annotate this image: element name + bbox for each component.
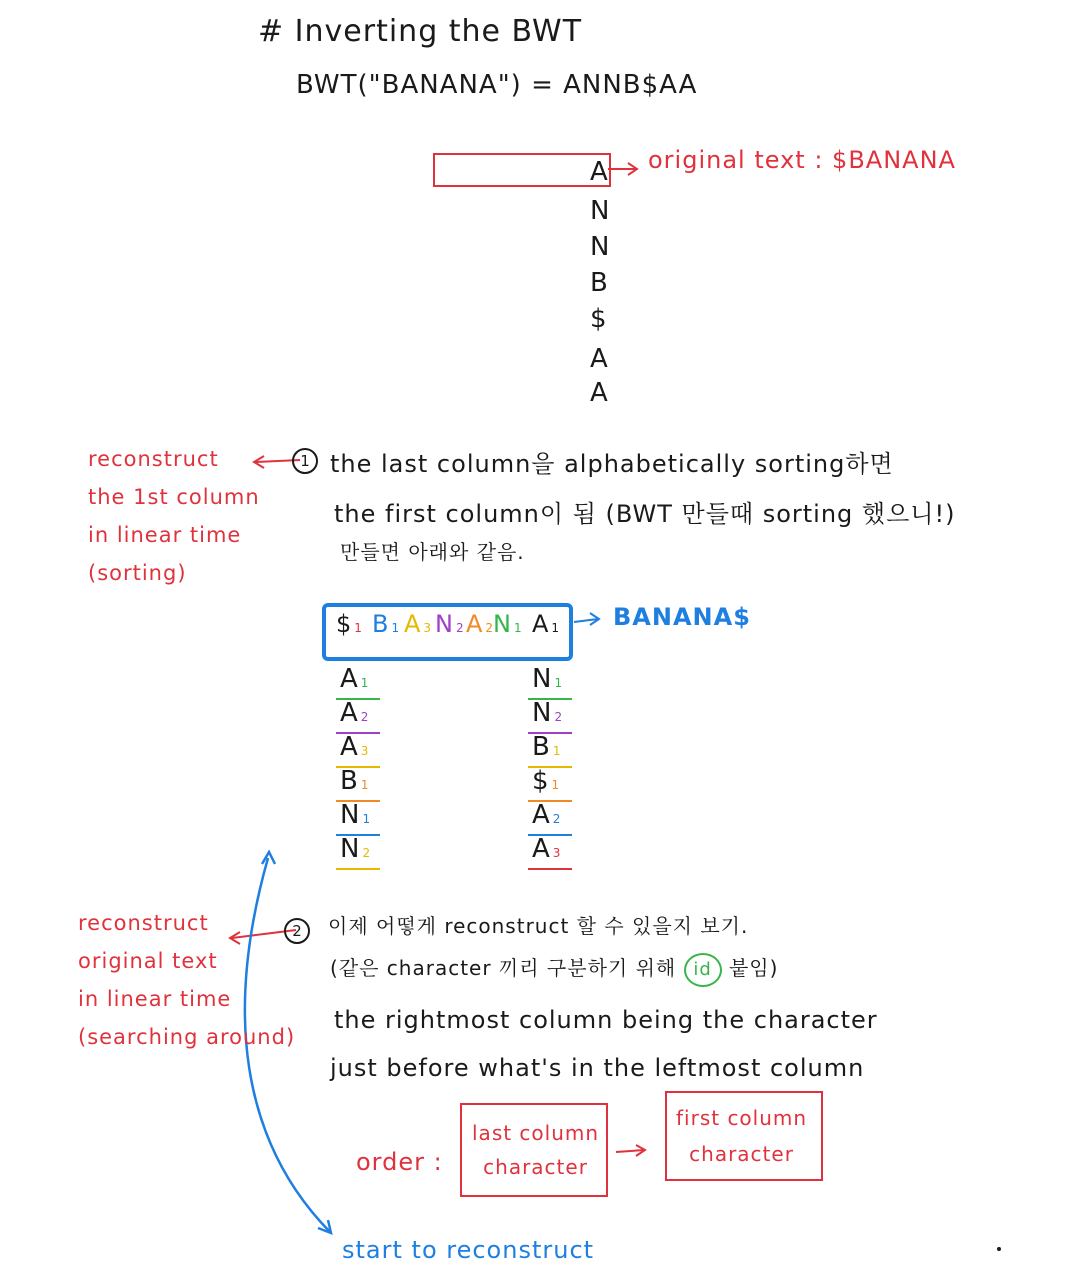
first-column-letter: [340, 834, 370, 864]
first-column-letter: [340, 800, 370, 830]
bwt-equation: BWT("BANANA") = ANNB$AA: [296, 70, 698, 100]
first-column-letter: [340, 732, 368, 762]
first-row-char: $: [336, 610, 352, 638]
last-column-letter: A: [590, 344, 608, 374]
first-column-char: A: [340, 664, 358, 694]
last-column-letter: A: [590, 378, 608, 408]
step1-side-note: [88, 440, 260, 592]
step2-side-line2: original text: [78, 949, 218, 973]
last-column-letter: N: [590, 232, 610, 262]
first-column-char: N: [340, 834, 360, 864]
first-row-id: 3: [423, 621, 432, 635]
sorted-column-char: A: [532, 834, 550, 864]
sorted-column-letter: [532, 732, 560, 762]
first-row-id: 2: [485, 621, 494, 635]
first-row-letter: [435, 610, 464, 638]
first-row-char: A: [404, 610, 421, 638]
first-row-id: 1: [513, 621, 522, 635]
step2-side-note: [78, 904, 295, 1056]
sorted-column-letter: [532, 766, 559, 796]
step1-side-line3: in linear time: [88, 523, 242, 547]
sorted-column-id: 1: [552, 744, 561, 758]
first-row-char: B: [372, 610, 389, 638]
first-column-char: N: [340, 800, 360, 830]
step2-number: 2: [284, 918, 310, 944]
sorted-column-id: 3: [552, 846, 561, 860]
page-title: # Inverting the BWT: [258, 14, 583, 49]
first-column-id: 1: [360, 676, 369, 690]
order-box-last-line2: character: [483, 1155, 588, 1179]
first-column-letter: [340, 664, 368, 694]
step2-side-line4: (searching around): [78, 1025, 296, 1049]
first-row-char: N: [493, 610, 511, 638]
last-column-letter: A: [590, 157, 608, 187]
first-row-char: A: [532, 610, 549, 638]
step1-side-line1: reconstruct: [88, 447, 219, 471]
first-row-id: 2: [455, 621, 464, 635]
stray-dot: [997, 1247, 1001, 1251]
first-column-id: 2: [362, 846, 371, 860]
step2-side-line3: in linear time: [78, 987, 232, 1011]
step1-side-line2: the 1st column: [88, 485, 260, 509]
original-text-box: [433, 153, 611, 187]
first-row-letter: [336, 610, 362, 638]
first-column-id: 1: [362, 812, 371, 826]
step1-line1: the last column을 alphabetically sorting하면: [330, 450, 894, 478]
last-column-letter: B: [590, 268, 608, 298]
step2-line2-pre: (같은 character 끼리 구분하기 위해: [330, 956, 677, 980]
order-label: order :: [356, 1148, 443, 1176]
order-box-first-text: [676, 1100, 807, 1172]
step2-line2-post: 붙임): [728, 956, 779, 980]
first-column-char: B: [340, 766, 358, 796]
first-row-letter: [372, 610, 399, 638]
step2-line4: just before what's in the leftmost column: [330, 1054, 865, 1082]
last-column-letter: N: [590, 196, 610, 226]
step1-line2: the first column이 됨 (BWT 만들때 sorting 했으니!): [334, 500, 956, 528]
order-box-last-text: [472, 1116, 599, 1184]
first-row-char: A: [466, 610, 483, 638]
sorted-column-id: 2: [554, 710, 563, 724]
first-row-letter: [466, 610, 493, 638]
first-column-id: 1: [360, 778, 369, 792]
sorted-column-char: $: [532, 766, 549, 796]
sorted-column-id: 1: [554, 676, 563, 690]
step2-side-line1: reconstruct: [78, 911, 209, 935]
original-text-annotation: original text : $BANANA: [648, 146, 956, 174]
sorted-column-char: N: [532, 698, 552, 728]
reconstruct-curve-head-top: [262, 852, 275, 864]
start-label: start to reconstruct: [342, 1236, 595, 1264]
first-column-id: 3: [360, 744, 369, 758]
sorted-column-letter: [532, 800, 560, 830]
first-column-char: A: [340, 732, 358, 762]
first-column-underline: [336, 868, 380, 870]
first-row-letter: [493, 610, 522, 638]
first-column-letter: [340, 698, 368, 728]
sorted-column-letter: [532, 834, 560, 864]
step2-line2: [330, 952, 778, 987]
first-column-letter: [340, 766, 368, 796]
order-box-first-line1: first column: [676, 1106, 808, 1130]
step1-line3: 만들면 아래와 같음.: [340, 540, 525, 564]
sorted-column-letter: [532, 664, 562, 694]
sorted-column-id: 1: [551, 778, 560, 792]
first-row-id: 1: [391, 621, 400, 635]
sorted-column-letter: [532, 698, 562, 728]
step2-line1: 이제 어떻게 reconstruct 할 수 있을지 보기.: [328, 914, 749, 938]
order-box-last-line1: last column: [472, 1121, 600, 1145]
sorted-column-id: 2: [552, 812, 561, 826]
sorted-column-char: N: [532, 664, 552, 694]
sorted-column-underline: [528, 868, 572, 870]
first-row-id: 1: [551, 621, 560, 635]
step2-line3: the rightmost column being the character: [334, 1006, 878, 1034]
order-arrow: [616, 1150, 644, 1152]
order-box-first-line2: character: [689, 1142, 794, 1166]
first-row-letter: [532, 610, 559, 638]
first-row-char: N: [435, 610, 453, 638]
sorted-column-char: B: [532, 732, 550, 762]
last-column-letter: $: [590, 304, 607, 334]
first-column-char: A: [340, 698, 358, 728]
first-row-id: 1: [354, 621, 362, 635]
first-column-id: 2: [360, 710, 369, 724]
first-row-letter: [404, 610, 431, 638]
row-result: BANANA$: [613, 603, 751, 631]
sorted-column-char: A: [532, 800, 550, 830]
step1-number: 1: [292, 448, 318, 474]
id-badge: id: [684, 953, 722, 987]
step1-side-line4: (sorting): [88, 561, 187, 585]
